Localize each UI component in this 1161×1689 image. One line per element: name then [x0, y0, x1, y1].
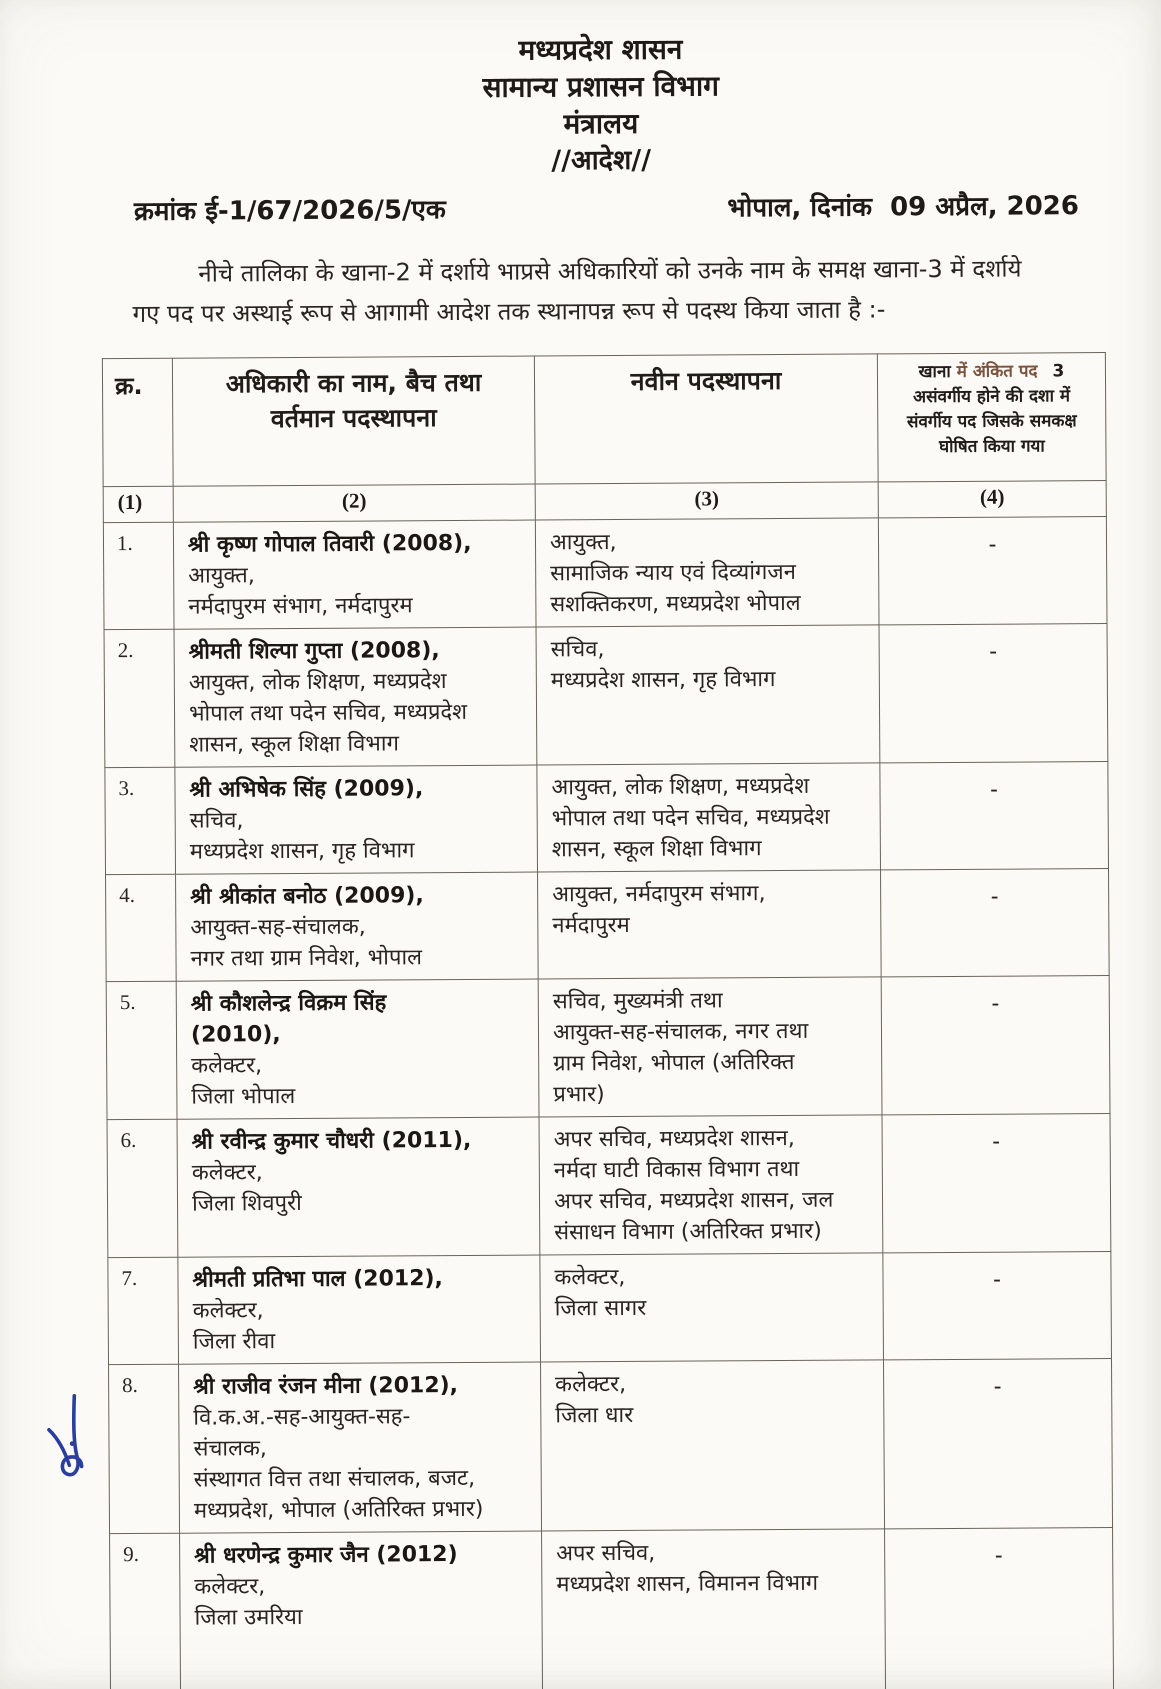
- table-row: [106, 976, 1110, 1120]
- header-officer-line: वर्तमान पदस्थापना: [270, 403, 437, 434]
- table-row: [107, 1114, 1111, 1258]
- officer-name-line: श्री राजीव रंजन मीना (2012),: [193, 1373, 459, 1400]
- officer-detail-line: आयुक्त,: [188, 563, 255, 589]
- officer-detail-line: सचिव,: [189, 808, 244, 834]
- header-equivalent-line: असंवर्गीय होने की दशा में: [913, 386, 1071, 408]
- cell-new-posting: [535, 518, 879, 627]
- officer-detail-line: कलेक्टर,: [194, 1574, 266, 1600]
- cell-new-posting: [538, 977, 882, 1117]
- officer-name-line: श्री धरणेन्द्र कुमार जैन (2012): [194, 1542, 458, 1569]
- letterhead: [20, 28, 1161, 183]
- postings-table: [102, 352, 1114, 1689]
- row-number: 5.: [106, 981, 177, 1119]
- row-number: 1.: [103, 522, 174, 629]
- officer-detail-line: मध्यप्रदेश शासन, गृह विभाग: [189, 838, 415, 865]
- officer-detail-line: नर्मदापुरम संभाग, नर्मदापुरम: [188, 593, 413, 620]
- cell-new-posting: [540, 1253, 884, 1362]
- officer-detail-line: जिला भोपाल: [191, 1084, 296, 1110]
- table-row: [108, 1252, 1112, 1365]
- new-posting-line: ग्राम निवेश, भोपाल (अतिरिक्त: [553, 1049, 795, 1077]
- officer-detail-line: आयुक्त-सह-संचालक,: [190, 914, 366, 941]
- officer-detail-line: संस्थागत वित्त तथा संचालक, बजट,: [193, 1465, 476, 1493]
- ink-signature-mark: [32, 1384, 116, 1493]
- cell-officer: [176, 979, 539, 1119]
- cell-officer: [177, 1117, 540, 1257]
- cell-equivalent: -: [878, 517, 1107, 625]
- new-posting-line: कलेक्टर,: [554, 1264, 626, 1291]
- new-posting-line: आयुक्त,: [549, 530, 617, 556]
- ministry-label: मंत्रालय: [563, 106, 639, 141]
- header-equivalent-line: संवर्गीय पद जिसके समकक्ष: [906, 411, 1077, 433]
- new-posting-line: कलेक्टर,: [555, 1371, 627, 1398]
- place-date: भोपाल, दिनांक 09 अप्रैल, 2026: [727, 191, 1080, 224]
- header-new-posting: नवीन पदस्थापना: [534, 354, 878, 484]
- cell-equivalent: -: [881, 976, 1110, 1115]
- officer-name-line: श्रीमती शिल्पा गुप्ता (2008),: [188, 638, 440, 665]
- reference-row: [134, 186, 1079, 228]
- column-number: (3): [535, 482, 878, 520]
- intro-paragraph: [132, 248, 1100, 334]
- cell-equivalent: -: [881, 869, 1110, 977]
- header-equivalent-part: खाना: [918, 361, 951, 383]
- intro-line: गए पद पर अस्थाई रूप से आगामी आदेश तक स्थानापन्न रूप से पदस्थ किया जाता है :-: [132, 295, 886, 328]
- row-number: 9.: [110, 1533, 181, 1689]
- column-number: (1): [103, 486, 173, 522]
- column-number: (2): [173, 484, 535, 522]
- cell-officer: [178, 1255, 541, 1364]
- cell-equivalent: -: [879, 624, 1108, 763]
- officer-name-line: श्री अभिषेक सिंह (2009),: [189, 776, 424, 803]
- header-equivalent-line: घोषित किया गया: [938, 436, 1045, 458]
- cell-new-posting: [539, 1115, 883, 1255]
- officer-detail-line: जिला उमरिया: [194, 1604, 303, 1631]
- order-label: //आदेश//: [551, 144, 652, 177]
- cell-equivalent: -: [885, 1528, 1114, 1689]
- officer-detail-line: जिला रीवा: [192, 1329, 276, 1355]
- officer-detail-line: वि.क.अ.-सह-आयुक्त-सह-: [193, 1404, 411, 1431]
- column-number: (4): [878, 481, 1106, 518]
- new-posting-line: आयुक्त, लोक शिक्षण, मध्यप्रदेश: [551, 773, 810, 801]
- new-posting-line: आयुक्त-सह-संचालक, नगर तथा: [552, 1018, 809, 1046]
- row-number: 4.: [106, 874, 177, 981]
- cell-equivalent: -: [884, 1359, 1113, 1529]
- new-posting-line: नर्मदापुरम: [552, 912, 630, 939]
- new-posting-line: अपर सचिव,: [556, 1540, 656, 1567]
- officer-name-line: (2010),: [190, 1022, 281, 1048]
- cell-officer: [180, 1531, 543, 1689]
- new-posting-line: अपर सचिव, मध्यप्रदेश शासन,: [553, 1125, 795, 1153]
- government-name: मध्यप्रदेश शासन: [518, 32, 683, 67]
- table-row: [105, 762, 1109, 875]
- intro-line: नीचे तालिका के खाना-2 में दर्शाये भाप्रसे अधिकारियों को उनके नाम के समक्ष खाना-3 में दर्शाये: [198, 254, 1022, 288]
- officer-name-line: श्री कौशलेन्द्र विक्रम सिंह: [190, 990, 387, 1017]
- officer-name-line: श्री कृष्ण गोपाल तिवारी (2008),: [187, 530, 472, 558]
- table-row: [106, 869, 1110, 982]
- row-number: 8.: [109, 1364, 180, 1533]
- cell-officer: [175, 765, 538, 874]
- row-number: 3.: [105, 767, 176, 874]
- cell-officer: [179, 1362, 542, 1533]
- new-posting-line: संसाधन विभाग (अतिरिक्त प्रभार): [554, 1218, 822, 1246]
- new-posting-line: आयुक्त, नर्मदापुरम संभाग,: [552, 881, 766, 908]
- cell-officer: [174, 627, 537, 767]
- cell-officer: [173, 520, 536, 629]
- header-serial: क्र.: [102, 358, 173, 486]
- officer-detail-line: संचालक,: [193, 1436, 267, 1462]
- officer-detail-line: शासन, स्कूल शिक्षा विभाग: [189, 731, 400, 758]
- cell-equivalent: -: [880, 762, 1109, 870]
- new-posting-line: भोपाल तथा पदेन सचिव, मध्यप्रदेश: [551, 804, 830, 832]
- new-posting-line: मध्यप्रदेश शासन, विमानन विभाग: [556, 1570, 819, 1598]
- row-number: 2.: [104, 629, 175, 767]
- table-row: [103, 517, 1107, 630]
- new-posting-line: जिला धार: [555, 1402, 634, 1429]
- new-posting-line: सचिव, मुख्यमंत्री तथा: [552, 988, 723, 1015]
- row-number: 7.: [108, 1257, 179, 1364]
- new-posting-line: नर्मदा घाटी विकास विभाग तथा: [553, 1156, 800, 1184]
- cell-equivalent: -: [883, 1252, 1112, 1360]
- new-posting-line: अपर सचिव, मध्यप्रदेश शासन, जल: [553, 1187, 834, 1215]
- officer-name-line: श्रीमती प्रतिभा पाल (2012),: [192, 1266, 443, 1293]
- cell-new-posting: [536, 625, 880, 765]
- new-posting-line: सामाजिक न्याय एवं दिव्यांगजन: [550, 559, 796, 587]
- table-row: [110, 1528, 1114, 1689]
- new-posting-line: जिला सागर: [554, 1295, 647, 1322]
- new-posting-line: सशक्तिकरण, मध्यप्रदेश भोपाल: [550, 590, 801, 618]
- officer-detail-line: कलेक्टर,: [191, 1160, 263, 1186]
- header-equivalent-part: 3: [1052, 361, 1065, 382]
- officer-name-line: श्री रवीन्द्र कुमार चौधरी (2011),: [191, 1127, 472, 1155]
- new-posting-line: सचिव,: [550, 637, 605, 663]
- header-officer: [172, 356, 535, 486]
- header-officer-line: अधिकारी का नाम, बैच तथा: [225, 367, 482, 399]
- table-row: [109, 1359, 1113, 1534]
- cell-new-posting: [537, 763, 881, 872]
- row-number: 6.: [107, 1119, 178, 1257]
- header-equivalent-post: [877, 353, 1106, 482]
- department-name: सामान्य प्रशासन विभाग: [482, 69, 720, 104]
- officer-detail-line: आयुक्त, लोक शिक्षण, मध्यप्रदेश: [188, 669, 447, 696]
- new-posting-line: प्रभार): [553, 1082, 605, 1108]
- header-equivalent-line: [882, 359, 1101, 385]
- officer-detail-line: मध्यप्रदेश, भोपाल (अतिरिक्त प्रभार): [193, 1496, 484, 1524]
- column-number-row: [103, 481, 1106, 523]
- cell-new-posting: [542, 1529, 886, 1689]
- table-row: [104, 624, 1108, 768]
- officer-detail-line: नगर तथा ग्राम निवेश, भोपाल: [190, 945, 423, 972]
- new-posting-line: शासन, स्कूल शिक्षा विभाग: [551, 836, 762, 863]
- table-header-row: [102, 353, 1106, 487]
- officer-detail-line: जिला शिवपुरी: [191, 1190, 302, 1217]
- cell-equivalent: -: [882, 1114, 1111, 1253]
- cell-new-posting: [541, 1360, 885, 1531]
- officer-detail-line: कलेक्टर,: [192, 1298, 264, 1324]
- officer-detail-line: कलेक्टर,: [191, 1053, 263, 1079]
- officer-name-line: श्री श्रीकांत बनोठ (2009),: [190, 883, 424, 910]
- cell-new-posting: [538, 870, 882, 979]
- order-number: क्रमांक ई-1/67/2026/5/एक: [133, 195, 446, 227]
- new-posting-line: मध्यप्रदेश शासन, गृह विभाग: [550, 667, 776, 694]
- cell-officer: [176, 872, 539, 981]
- header-equivalent-part: में अंकित पद: [956, 361, 1038, 382]
- officer-detail-line: भोपाल तथा पदेन सचिव, मध्यप्रदेश: [188, 699, 468, 727]
